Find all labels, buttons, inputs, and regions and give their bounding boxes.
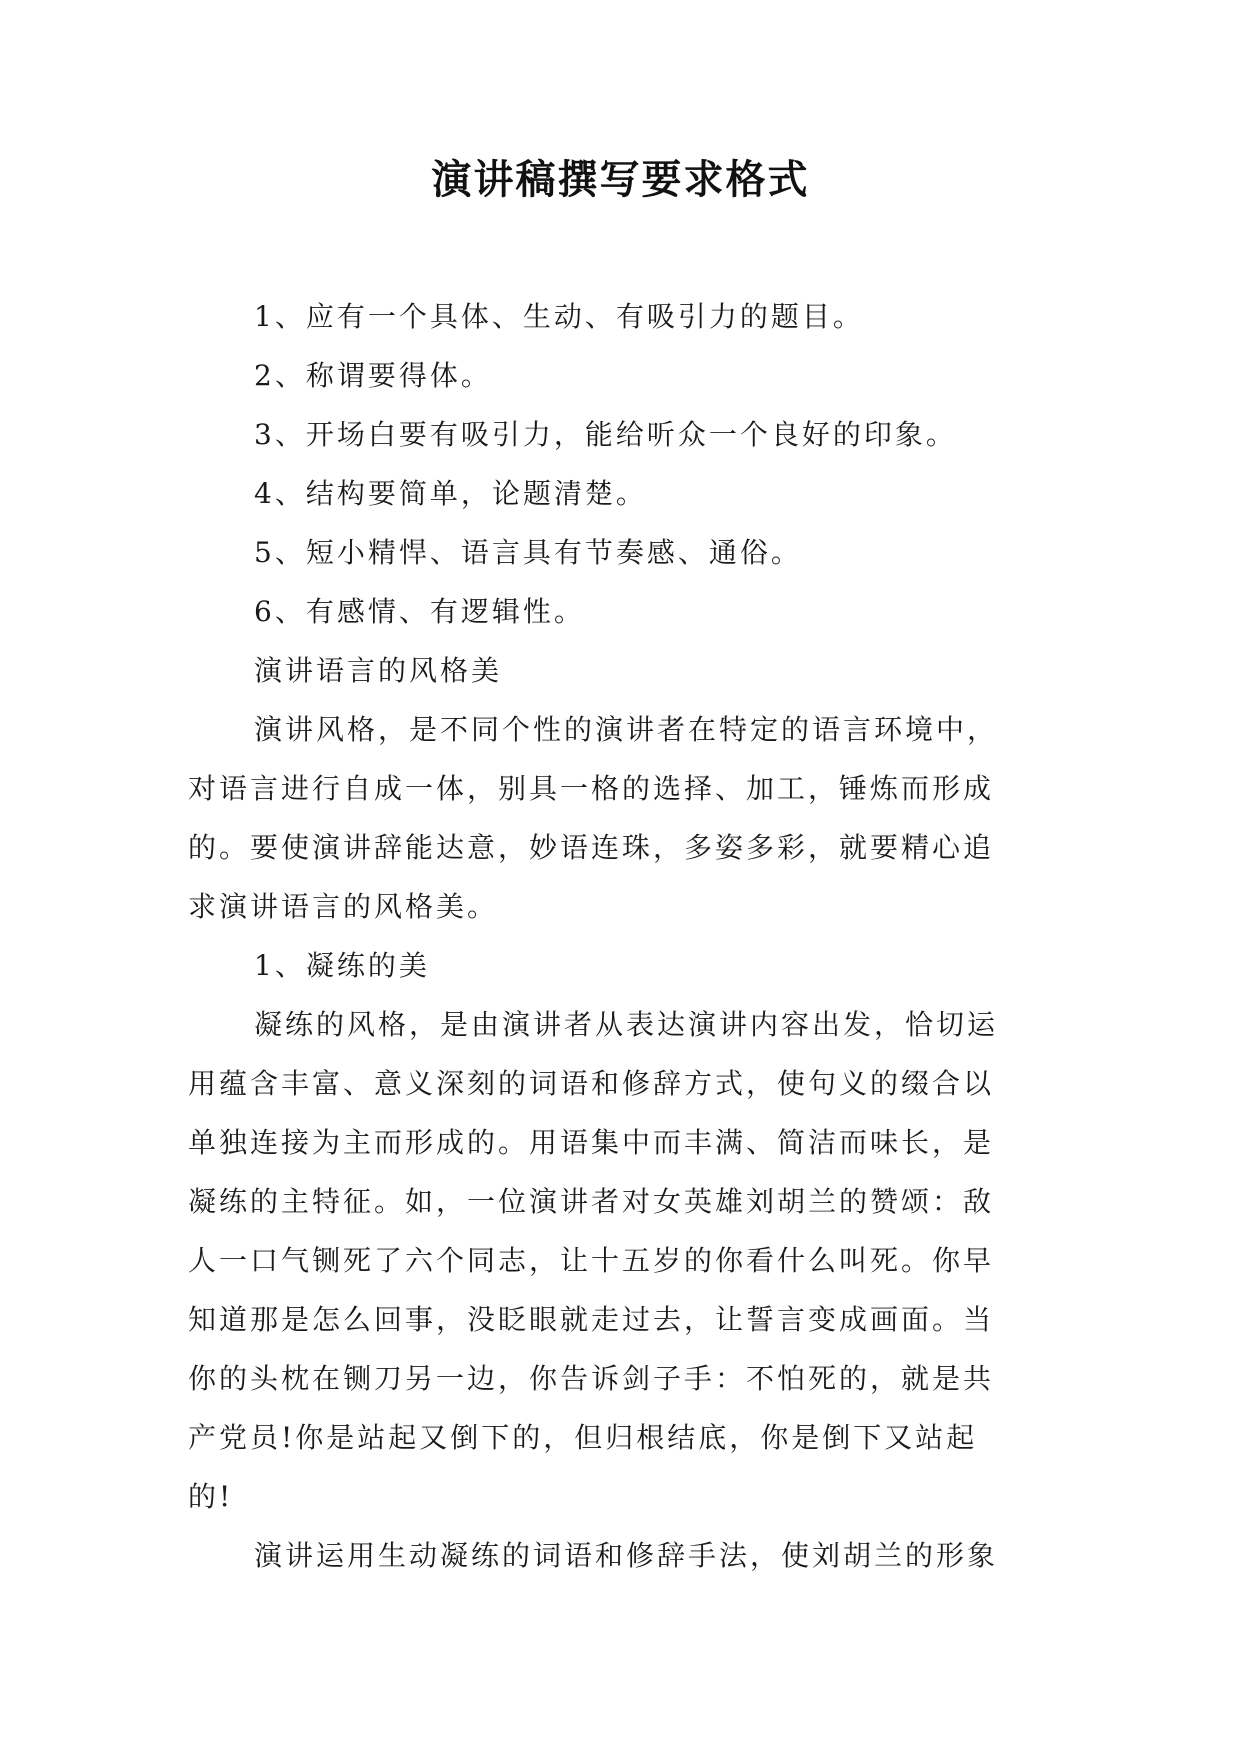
paragraph-line: 知道那是怎么回事，没眨眼就走过去，让誓言变成画面。当 xyxy=(188,1303,995,1336)
paragraph-line: 演讲风格，是不同个性的演讲者在特定的语言环境中， xyxy=(254,713,999,746)
list-item-opening: 3、开场白要有吸引力，能给听众一个良好的印象。 xyxy=(254,418,957,451)
list-item-structure: 4、结构要简单，论题清楚。 xyxy=(254,477,647,510)
paragraph-line: 人一口气铡死了六个同志，让十五岁的你看什么叫死。你早 xyxy=(188,1244,995,1277)
list-item-salutation: 2、称谓要得体。 xyxy=(254,359,492,392)
list-item-title-requirement: 1、应有一个具体、生动、有吸引力的题目。 xyxy=(254,300,864,333)
section-heading-style: 演讲语言的风格美 xyxy=(254,654,503,687)
paragraph-line: 的! xyxy=(188,1480,234,1513)
paragraph-line: 单独连接为主而形成的。用语集中而丰满、简洁而味长，是 xyxy=(188,1126,995,1159)
paragraph-line: 演讲运用生动凝练的词语和修辞手法，使刘胡兰的形象 xyxy=(254,1539,999,1572)
document-title: 演讲稿撰写要求格式 xyxy=(431,157,810,203)
paragraph-line: 产党员!你是站起又倒下的，但归根结底，你是倒下又站起 xyxy=(188,1421,978,1454)
list-item-concise: 5、短小精悍、语言具有节奏感、通俗。 xyxy=(254,536,802,569)
paragraph-line: 凝练的主特征。如，一位演讲者对女英雄刘胡兰的赞颂：敌 xyxy=(188,1185,995,1218)
document-body xyxy=(188,287,1048,1585)
subsection-heading-concise-beauty: 1、凝练的美 xyxy=(254,949,430,982)
paragraph-line: 的。要使演讲辞能达意，妙语连珠，多姿多彩，就要精心追 xyxy=(188,831,995,864)
paragraph-line: 凝练的风格，是由演讲者从表达演讲内容出发，恰切运 xyxy=(254,1008,999,1041)
paragraph-line: 你的头枕在铡刀另一边，你告诉剑子手：不怕死的，就是共 xyxy=(188,1362,995,1395)
paragraph-line: 用蕴含丰富、意义深刻的词语和修辞方式，使句义的缀合以 xyxy=(188,1067,995,1100)
list-item-emotion-logic: 6、有感情、有逻辑性。 xyxy=(254,595,585,628)
paragraph-line: 对语言进行自成一体，别具一格的选择、加工，锤炼而形成 xyxy=(188,772,995,805)
paragraph-line: 求演讲语言的风格美。 xyxy=(188,890,499,923)
